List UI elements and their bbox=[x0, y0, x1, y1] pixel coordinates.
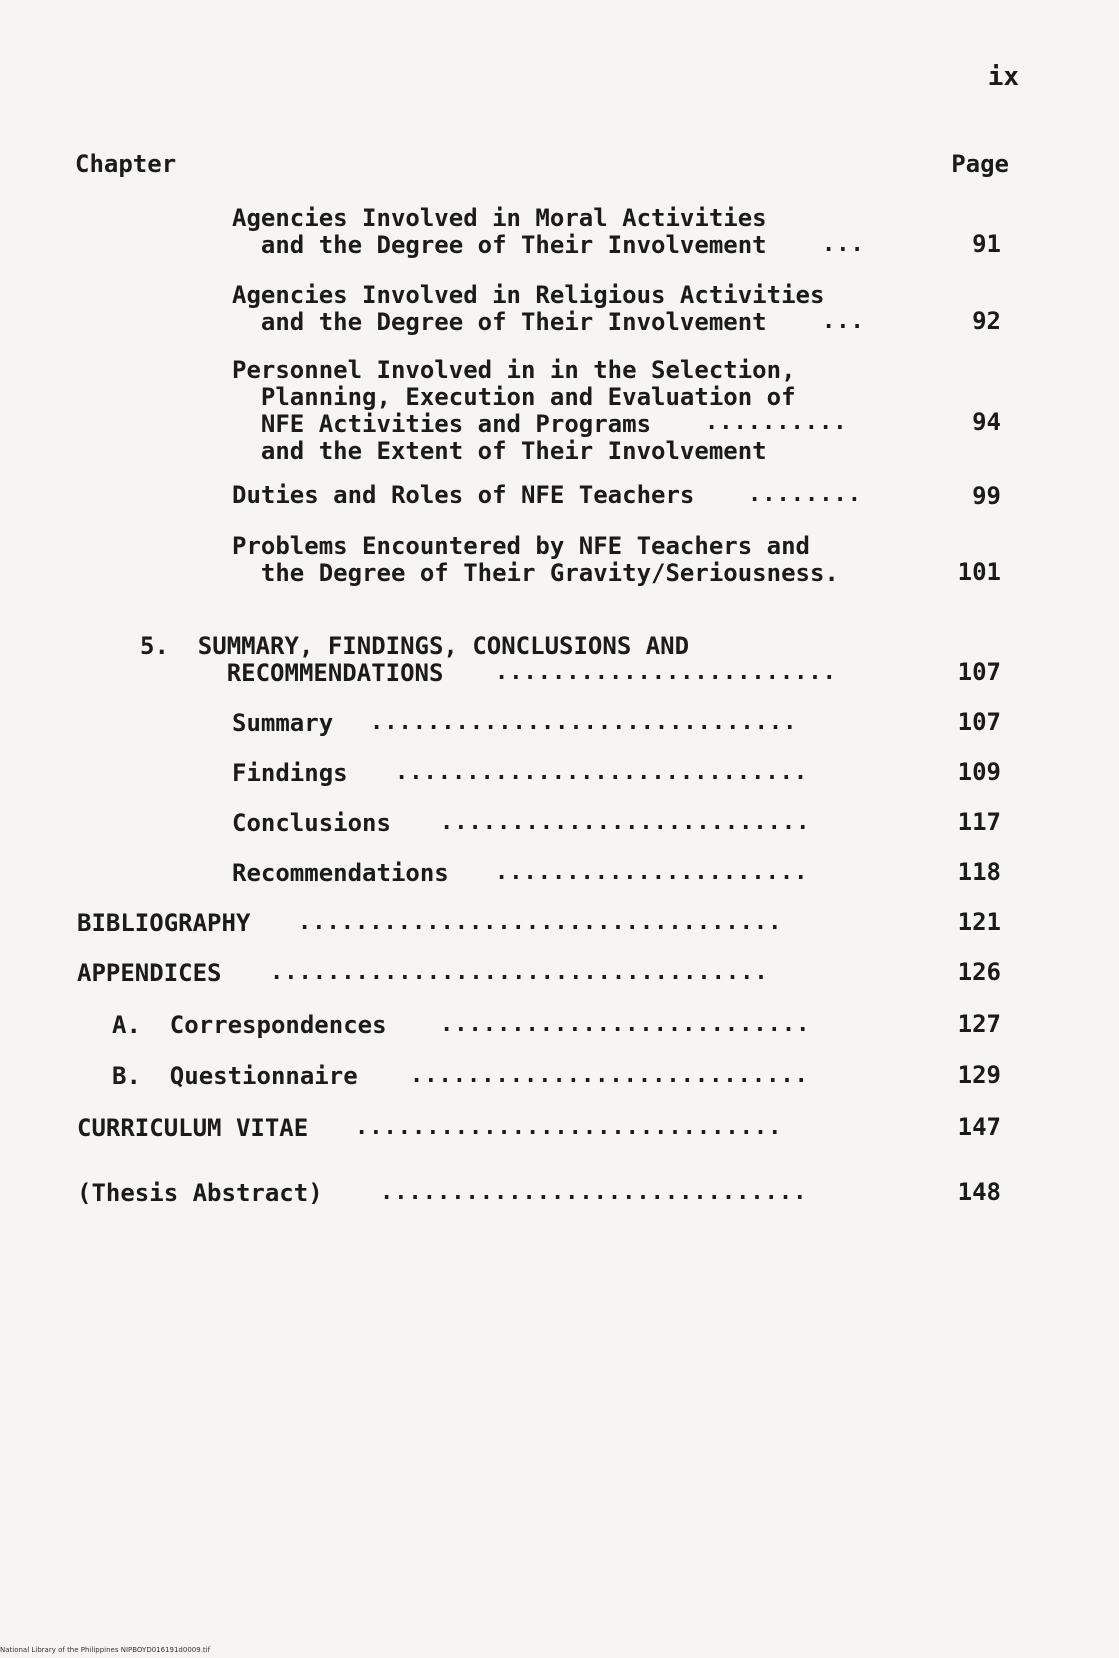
page-number: ix bbox=[987, 62, 1019, 92]
toc-entry-curriculum-vitae bbox=[77, 1115, 308, 1142]
toc-entry-religious-agencies bbox=[232, 282, 824, 336]
toc-page-number: 101 bbox=[957, 558, 1001, 586]
toc-entry-findings bbox=[232, 760, 348, 787]
toc-entry-line: B. Questionnaire bbox=[112, 1062, 358, 1090]
toc-page-number: 99 bbox=[972, 482, 1001, 510]
toc-entry-appendices bbox=[77, 960, 222, 987]
toc-page-number: 109 bbox=[957, 758, 1001, 786]
leader-dots: ................................... bbox=[270, 960, 769, 985]
toc-entry-line: Personnel Involved in in the Selection, bbox=[232, 356, 796, 384]
toc-page-number: 94 bbox=[972, 408, 1001, 436]
toc-entry-line: Summary bbox=[232, 709, 334, 737]
leader-dots: .................................. bbox=[298, 910, 783, 935]
toc-entry-line: Problems Encountered by NFE Teachers and bbox=[232, 532, 810, 560]
toc-entry-bibliography bbox=[77, 910, 250, 937]
leader-dots: ...................... bbox=[495, 860, 809, 885]
leader-dots: .......... bbox=[705, 410, 848, 435]
toc-page-number: 118 bbox=[957, 858, 1001, 886]
toc-page-number: 107 bbox=[957, 708, 1001, 736]
toc-page-number: 147 bbox=[957, 1113, 1001, 1141]
toc-page-number: 107 bbox=[957, 658, 1001, 686]
leader-dots: .............................. bbox=[355, 1115, 783, 1140]
toc-page-number: 117 bbox=[957, 808, 1001, 836]
toc-entry-duties-roles bbox=[232, 482, 694, 509]
toc-page-number: 126 bbox=[957, 958, 1001, 986]
toc-entry-line: CURRICULUM VITAE bbox=[77, 1114, 309, 1142]
toc-entry-line: and the Extent of Their Involvement bbox=[232, 437, 767, 465]
toc-page-number: 129 bbox=[957, 1061, 1001, 1089]
leader-dots: .............................. bbox=[380, 1180, 808, 1205]
toc-page-number: 148 bbox=[957, 1178, 1001, 1206]
leader-dots: ... bbox=[822, 232, 865, 257]
scan-footer: National Library of the Philippines NIPBOYD016191d0009.tif bbox=[0, 1646, 211, 1654]
toc-page-number: 91 bbox=[972, 230, 1001, 258]
toc-entry-problems bbox=[232, 533, 839, 587]
toc-entry-line: BIBLIOGRAPHY bbox=[77, 909, 251, 937]
toc-entry-line: 5. SUMMARY, FINDINGS, CONCLUSIONS AND bbox=[140, 632, 690, 660]
toc-entry-conclusions bbox=[232, 810, 391, 837]
toc-entry-line: Agencies Involved in Religious Activities bbox=[232, 281, 825, 309]
toc-entry-line: RECOMMENDATIONS bbox=[140, 659, 444, 687]
toc-entry-line: and the Degree of Their Involvement bbox=[232, 231, 767, 259]
toc-page-number: 92 bbox=[972, 307, 1001, 335]
leader-dots: .............................. bbox=[370, 710, 798, 735]
chapter-header: Chapter bbox=[75, 150, 177, 178]
toc-entry-line: Planning, Execution and Evaluation of bbox=[232, 383, 796, 411]
toc-entry-line: Conclusions bbox=[232, 809, 391, 837]
page-header: Page bbox=[951, 150, 1009, 178]
toc-entry-line: APPENDICES bbox=[77, 959, 222, 987]
toc-entry-questionnaire bbox=[112, 1063, 358, 1090]
leader-dots: ............................. bbox=[395, 760, 809, 785]
toc-entry-line: A. Correspondences bbox=[112, 1011, 387, 1039]
toc-entry-thesis-abstract bbox=[77, 1180, 323, 1207]
leader-dots: .......................... bbox=[440, 1012, 811, 1037]
toc-entry-line: (Thesis Abstract) bbox=[77, 1179, 323, 1207]
toc-entry-moral-agencies bbox=[232, 205, 767, 259]
toc-entry-summary bbox=[232, 710, 333, 737]
toc-entry-line: Duties and Roles of NFE Teachers bbox=[232, 481, 695, 509]
toc-entry-line: NFE Activities and Programs bbox=[232, 410, 652, 438]
toc-entry-line: and the Degree of Their Involvement bbox=[232, 308, 767, 336]
toc-entry-line: the Degree of Their Gravity/Seriousness. bbox=[232, 559, 839, 587]
leader-dots: ........................ bbox=[495, 660, 837, 685]
toc-page-number: 121 bbox=[957, 908, 1001, 936]
leader-dots: ............................ bbox=[410, 1063, 809, 1088]
toc-entry-correspondences bbox=[112, 1012, 387, 1039]
toc-entry-line: Agencies Involved in Moral Activities bbox=[232, 204, 767, 232]
toc-entry-line: Findings bbox=[232, 759, 348, 787]
leader-dots: ........ bbox=[748, 482, 862, 507]
toc-entry-line: Recommendations bbox=[232, 859, 449, 887]
leader-dots: .......................... bbox=[440, 810, 811, 835]
toc-entry-recommendations bbox=[232, 860, 449, 887]
toc-page-number: 127 bbox=[957, 1010, 1001, 1038]
leader-dots: ... bbox=[822, 309, 865, 334]
